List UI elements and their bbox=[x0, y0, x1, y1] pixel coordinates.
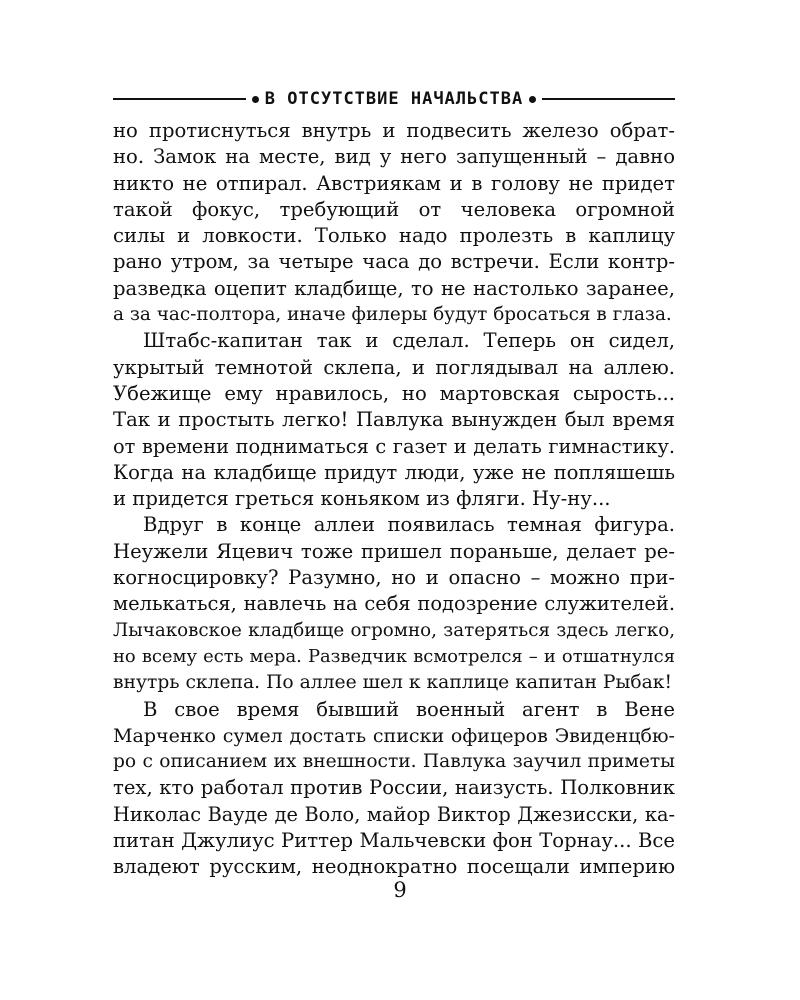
left-bullet-ornament bbox=[252, 96, 259, 103]
text-line: Николас Вауде де Воло, майор Виктор Джезисски, ка- bbox=[113, 802, 675, 826]
text-line: Марченко сумел достать списки офицеров Эвиденцбю- bbox=[113, 724, 675, 747]
text-line: но протиснуться внутрь и подвесить железо обрат- bbox=[113, 119, 675, 142]
text-line: Когда на кладбище придут люди, уже не попляшешь bbox=[113, 460, 675, 484]
text-line: тех, кто работал против России, наизусть. Полковник bbox=[113, 776, 675, 800]
text-line: разведка оцепит кладбище, то не настолько заранее, bbox=[113, 276, 675, 300]
text-line: но всему есть мера. Разведчик всмотрелся – и отшатнулся bbox=[113, 645, 675, 667]
text-line: силы и ловкости. Только надо пролезть в каплицу bbox=[113, 224, 675, 248]
text-line: укрытый темнотой склепа, и поглядывал на аллею. bbox=[113, 355, 675, 379]
text-line: Штабс-капитан так и сделал. Теперь он сидел, bbox=[143, 329, 675, 353]
page-number: 9 bbox=[393, 878, 407, 902]
text-line: такой фокус, требующий от человека огромной bbox=[113, 197, 675, 221]
running-head-title: В ОТСУТСТВИЕ НАЧАЛЬСТВА bbox=[264, 89, 524, 109]
text-line: Вдруг в конце аллеи появилась темная фигура. bbox=[143, 513, 675, 537]
text-line: но. Замок на месте, вид у него запущенный – давно bbox=[113, 145, 675, 169]
text-line: Так и простыть легко! Павлука вынужден был время bbox=[113, 408, 675, 432]
text-line: внутрь склепа. По аллее шел к каплице капитан Рыбак! bbox=[113, 672, 672, 694]
text-line: а за час-полтора, иначе филеры будут бросаться в глаза. bbox=[113, 304, 672, 326]
running-head bbox=[113, 86, 675, 112]
text-line: Неужели Яцевич тоже пришел пораньше, делает ре- bbox=[113, 539, 675, 563]
text-line: Убежище ему нравилось, но мартовская сырость... bbox=[113, 381, 675, 405]
left-rule bbox=[113, 98, 246, 100]
text-line: рано утром, за четыре часа до встречи. Если контр- bbox=[113, 250, 675, 274]
text-line: и придется греться коньяком из фляги. Ну-ну... bbox=[113, 487, 611, 511]
text-line: Лычаковское кладбище огромно, затеряться здесь легко, bbox=[113, 619, 675, 641]
text-line: мелькаться, навлечь на себя подозрение служителей. bbox=[113, 592, 675, 616]
text-line: когносцировку? Разумно, но и опасно – можно при- bbox=[113, 566, 675, 590]
body-text bbox=[113, 118, 675, 881]
text-line: ро с описанием их внешности. Павлука заучил приметы bbox=[113, 751, 675, 773]
right-bullet-ornament bbox=[529, 96, 536, 103]
right-rule bbox=[542, 98, 675, 100]
text-line: от времени подниматься с газет и делать гимнастику. bbox=[113, 434, 675, 458]
text-line: никто не отпирал. Австриякам и в голову не придет bbox=[113, 171, 675, 195]
text-line: питан Джулиус Риттер Мальчевски фон Торнау... Все bbox=[113, 829, 675, 853]
text-line: владеют русским, неоднократно посещали империю bbox=[113, 855, 675, 879]
text-line: В свое время бывший военный агент в Вене bbox=[143, 697, 675, 721]
